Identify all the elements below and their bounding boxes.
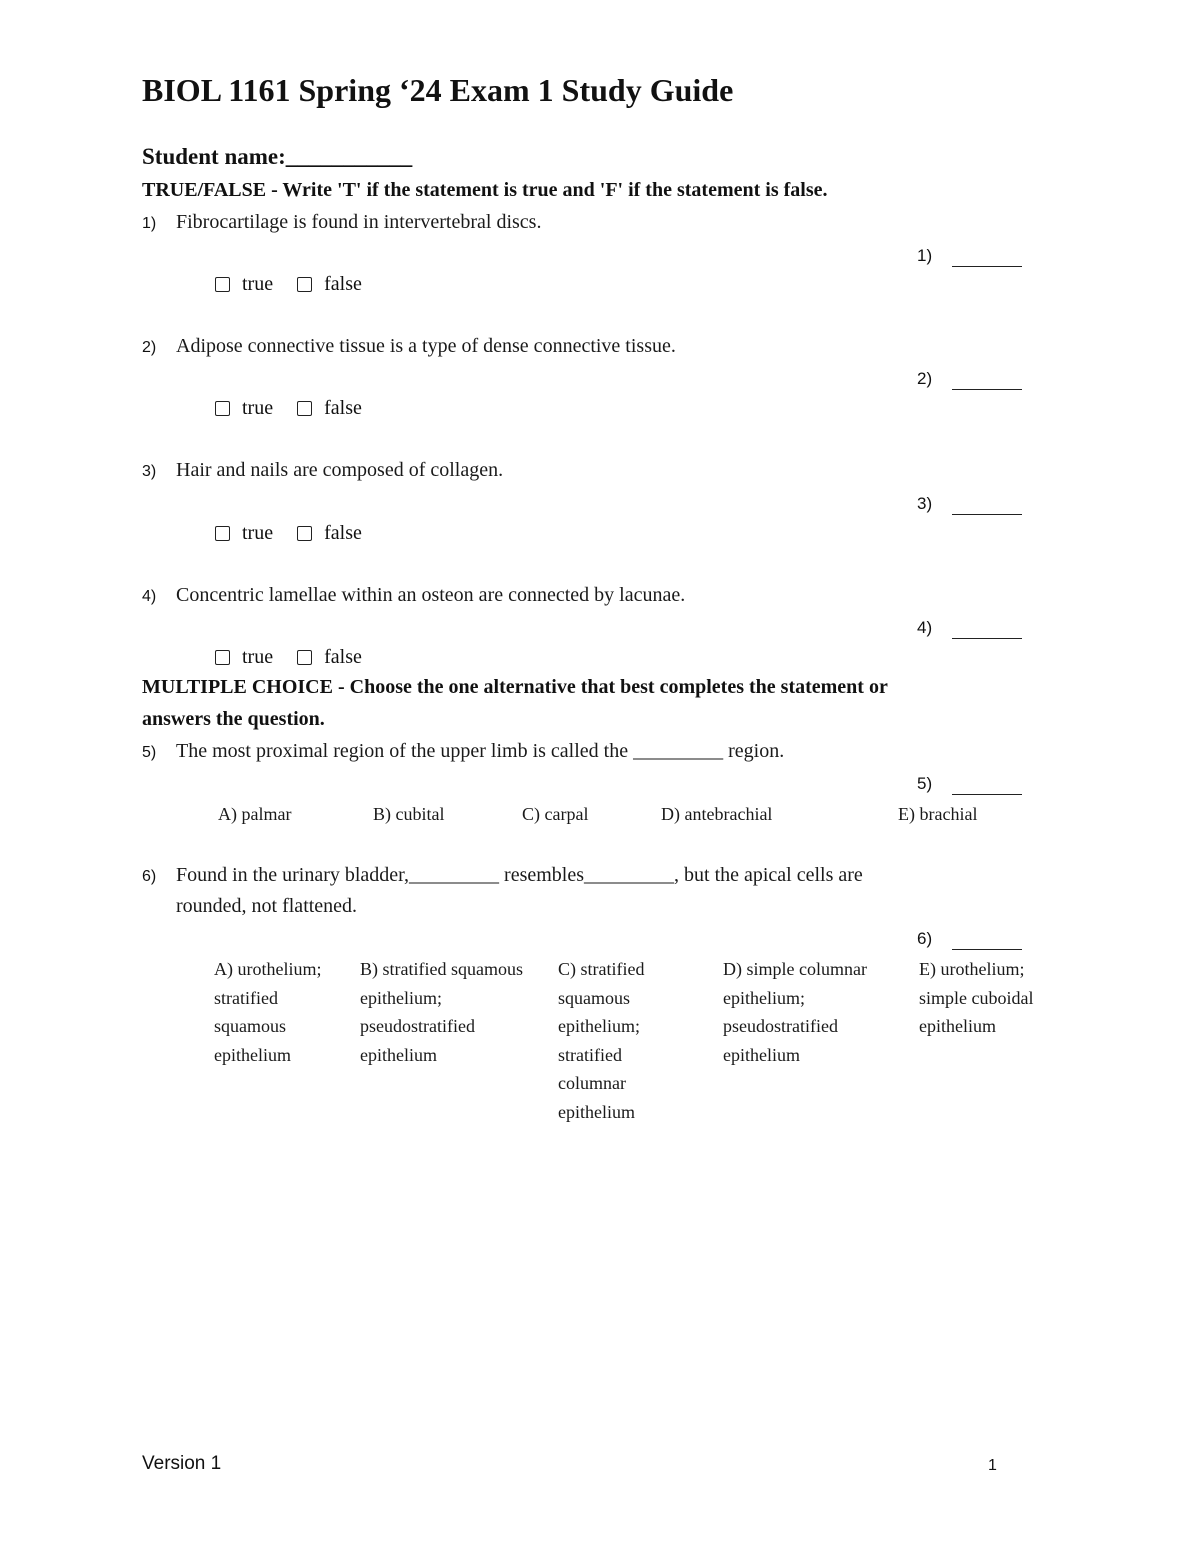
answer-blank[interactable] [952, 389, 1022, 390]
checkbox-icon[interactable] [215, 277, 230, 292]
choice-a[interactable]: A) urothelium; stratified squamous epithelium [214, 959, 322, 1065]
question-number: 5) [142, 744, 157, 761]
question-number: 1) [142, 215, 157, 232]
question-text: Adipose connective tissue is a type of dense connective tissue. [176, 335, 676, 357]
false-label: false [324, 522, 362, 544]
false-label: false [324, 646, 362, 668]
answer-label: 3) [917, 494, 933, 513]
answer-label: 4) [917, 618, 933, 637]
question-number: 3) [142, 463, 157, 480]
checkbox-icon[interactable] [297, 277, 312, 292]
answer-label: 6) [917, 929, 933, 948]
multiple-choice-heading: MULTIPLE CHOICE - Choose the one alternative that best completes the statement or [142, 676, 888, 698]
true-false-heading: TRUE/FALSE - Write 'T' if the statement is true and 'F' if the statement is false. [142, 179, 828, 201]
answer-blank[interactable] [952, 794, 1022, 795]
checkbox-icon[interactable] [297, 401, 312, 416]
true-label: true [242, 397, 274, 419]
false-option[interactable] [297, 646, 362, 669]
true-false-options [215, 397, 362, 420]
question-text: Concentric lamellae within an osteon are connected by lacunae. [176, 584, 686, 606]
choice-b[interactable]: B) stratified squamous epithelium; pseudostratified epithelium [360, 959, 523, 1065]
false-label: false [324, 397, 362, 419]
question-text: Fibrocartilage is found in intervertebral discs. [176, 211, 542, 233]
false-option[interactable] [297, 397, 362, 420]
true-false-options [215, 646, 362, 669]
page-number: 1 [988, 1457, 997, 1474]
question-number: 6) [142, 868, 157, 885]
true-false-options [215, 273, 362, 296]
checkbox-icon[interactable] [297, 526, 312, 541]
checkbox-icon[interactable] [297, 650, 312, 665]
page-title: BIOL 1161 Spring ‘24 Exam 1 Study Guide [142, 72, 734, 108]
checkbox-icon[interactable] [215, 526, 230, 541]
true-label: true [242, 646, 274, 668]
answer-blank[interactable] [952, 514, 1022, 515]
question-text-cont: rounded, not flattened. [176, 895, 358, 917]
true-false-options [215, 522, 362, 545]
false-label: false [324, 273, 362, 295]
answer-blank[interactable] [952, 638, 1022, 639]
question-text: Found in the urinary bladder,_________ resembles_________, but the apical cells are [176, 864, 863, 886]
question-number: 2) [142, 339, 157, 356]
answer-label: 2) [917, 369, 933, 388]
answer-label: 5) [917, 774, 933, 793]
student-name-field[interactable]: Student name:___________ [142, 144, 413, 169]
choice-e[interactable]: E) urothelium; simple cuboidal epithelium [919, 959, 1034, 1036]
answer-blank[interactable] [952, 949, 1022, 950]
true-label: true [242, 522, 274, 544]
multiple-choice-heading-cont: answers the question. [142, 708, 325, 730]
true-option[interactable] [215, 273, 273, 296]
choice-d[interactable]: D) simple columnar epithelium; pseudostratified epithelium [723, 959, 867, 1065]
choice-a[interactable]: A) palmar [218, 804, 292, 824]
choice-c[interactable]: C) stratified squamous epithelium; stratified columnar epithelium [558, 959, 645, 1122]
true-option[interactable] [215, 522, 273, 545]
checkbox-icon[interactable] [215, 401, 230, 416]
answer-blank[interactable] [952, 266, 1022, 267]
checkbox-icon[interactable] [215, 650, 230, 665]
true-option[interactable] [215, 397, 273, 420]
question-text: The most proximal region of the upper limb is called the _________ region. [176, 740, 785, 762]
choice-b[interactable]: B) cubital [373, 804, 445, 824]
true-option[interactable] [215, 646, 273, 669]
false-option[interactable] [297, 273, 362, 296]
choice-d[interactable]: D) antebrachial [661, 804, 773, 824]
question-text: Hair and nails are composed of collagen. [176, 459, 504, 481]
choice-e[interactable]: E) brachial [898, 804, 978, 824]
choice-c[interactable]: C) carpal [522, 804, 589, 824]
false-option[interactable] [297, 522, 362, 545]
question-number: 4) [142, 588, 157, 605]
version-label: Version 1 [142, 1453, 222, 1474]
answer-label: 1) [917, 246, 933, 265]
true-label: true [242, 273, 274, 295]
